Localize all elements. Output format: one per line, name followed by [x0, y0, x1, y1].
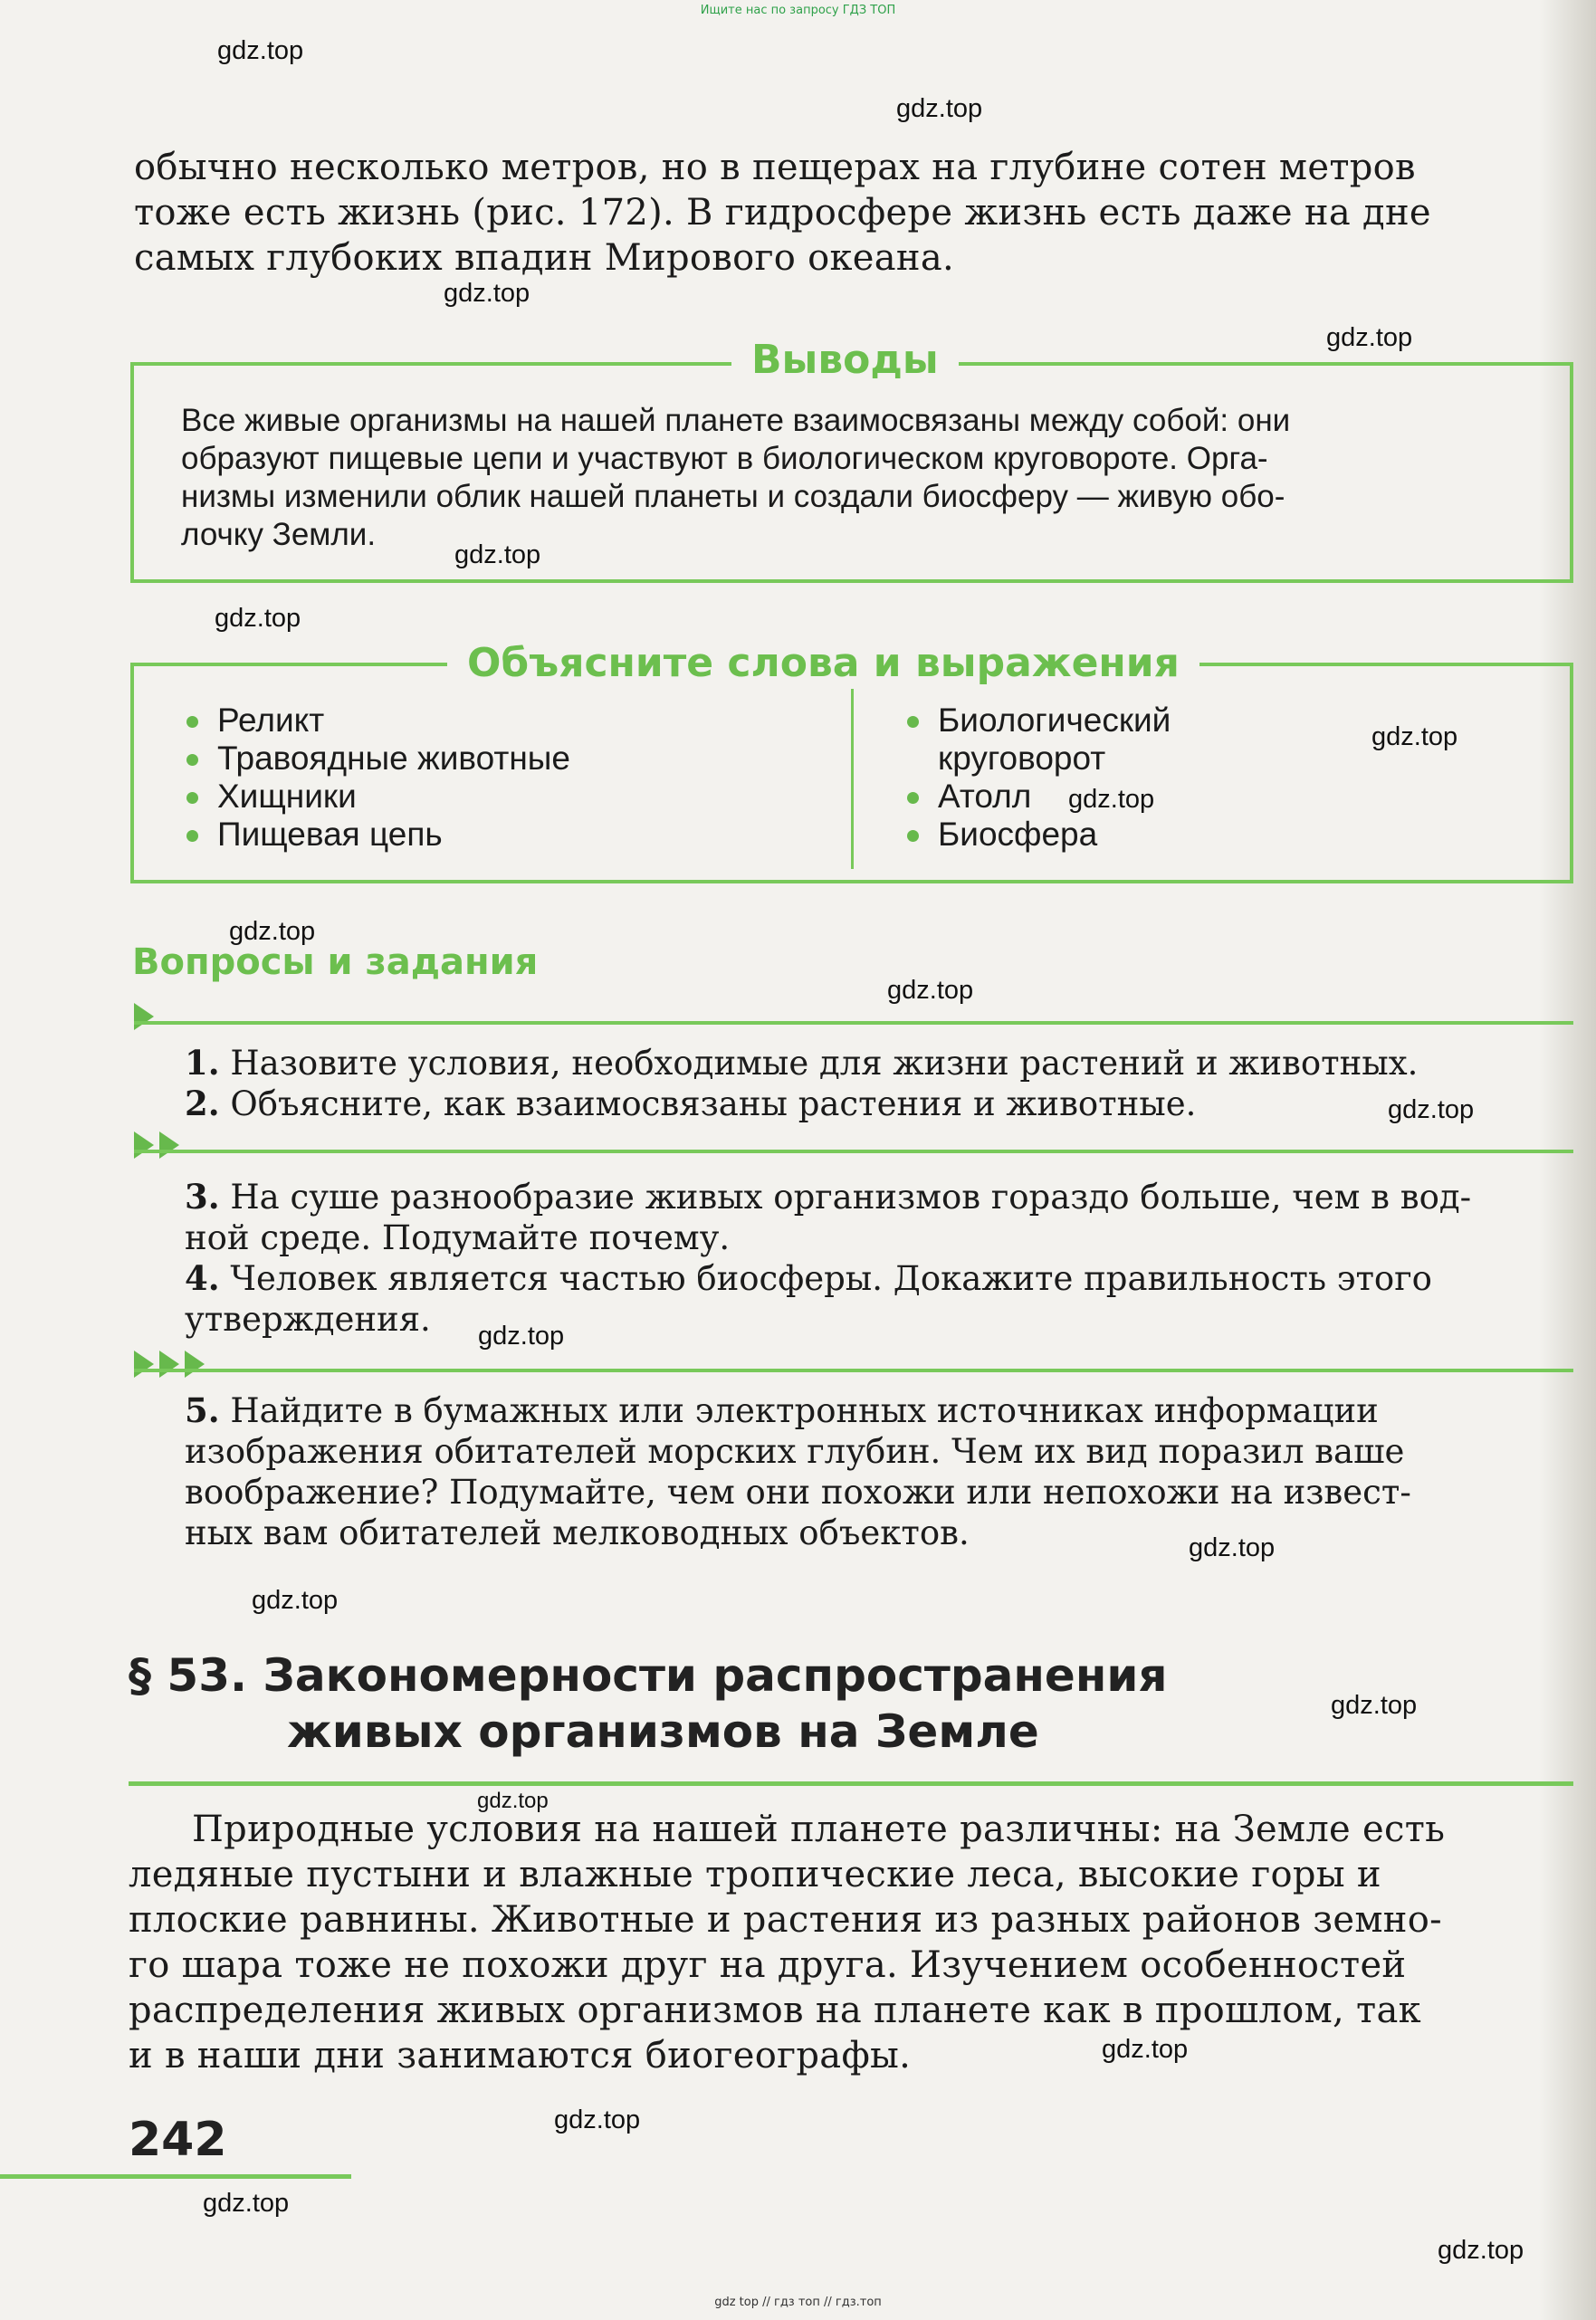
body-line: плоские равнины. Животные и растения из разных районов земно- — [129, 1899, 1442, 1941]
body-paragraph — [129, 1807, 1577, 2078]
level-2-marker-icon — [134, 1131, 154, 1159]
intro-paragraph — [134, 145, 1573, 281]
glossary-term: Хищники — [181, 778, 815, 816]
question-continuation: изображения обитателей морских глубин. Чем их вид поразил ваше — [185, 1432, 1405, 1471]
watermark: gdz.top — [229, 917, 316, 946]
level-1-rule — [134, 1021, 1573, 1025]
conclusions-text — [181, 402, 1539, 554]
level-2-questions — [185, 1177, 1579, 1340]
question-text: Объясните, как взаимосвязаны растения и животные. — [230, 1084, 1197, 1123]
watermark: gdz.top — [478, 1322, 565, 1351]
glossary-term: Реликт — [181, 702, 815, 740]
question-item — [185, 1177, 1579, 1217]
body-line: Природные условия на нашей планете различны: на Земле есть — [192, 1809, 1446, 1850]
section-heading-line: § 53. Закономерности распространения — [129, 1649, 1168, 1702]
watermark: gdz.top — [444, 279, 530, 308]
question-number: 3. — [185, 1177, 220, 1217]
conclusions-line: лочку Земли. — [181, 517, 377, 552]
glossary-term: Биосфера — [902, 816, 1535, 854]
question-number: 2. — [185, 1084, 220, 1123]
level-2-rule — [134, 1150, 1573, 1153]
glossary-term: Пищевая цепь — [181, 816, 815, 854]
level-3-marker-icon — [134, 1351, 154, 1378]
question-item — [185, 1084, 1579, 1124]
question-text: Найдите в бумажных или электронных источниках информации — [230, 1391, 1379, 1430]
level-1-marker-icon — [134, 1003, 154, 1030]
conclusions-line: низмы изменили облик нашей планеты и создали биосферу — живую обо- — [181, 479, 1285, 514]
question-continuation: ных вам обитателей мелководных объектов. — [185, 1513, 970, 1552]
watermark: gdz.top — [1438, 2236, 1524, 2265]
glossary-term: Атолл — [902, 778, 1535, 816]
glossary-divider — [851, 688, 854, 869]
watermark: gdz.top — [1326, 323, 1413, 352]
watermark: gdz.top — [203, 2189, 290, 2218]
watermark: gdz.top — [887, 976, 974, 1005]
level-3-marker-icon — [159, 1351, 179, 1378]
level-3-rule — [134, 1369, 1573, 1372]
glossary-term: Травоядные животные — [181, 740, 815, 778]
question-text: Человек является частью биосферы. Докажите правильность этого — [230, 1259, 1432, 1298]
intro-line: самых глубоких впадин Мирового океана. — [134, 237, 955, 279]
question-text: На суше разнообразие живых организмов гораздо больше, чем в вод- — [230, 1178, 1472, 1217]
question-continuation: утверждения. — [185, 1300, 431, 1339]
watermark: gdz.top — [1189, 1533, 1276, 1562]
watermark: gdz.top — [477, 1789, 549, 1813]
level-3-marker-icon — [185, 1351, 205, 1378]
glossary-left-list — [181, 702, 815, 854]
watermark: gdz.top — [1068, 785, 1155, 814]
question-continuation: воображение? Подумайте, чем они похожи или непохожи на извест- — [185, 1473, 1411, 1512]
section-heading-line: живых организмов на Земле — [287, 1705, 1039, 1758]
body-line: распределения живых организмов на планете как в прошлом, так — [129, 1990, 1421, 2031]
glossary-term-line: круговорот — [938, 740, 1106, 777]
watermark: gdz.top — [554, 2105, 641, 2134]
conclusions-title: Выводы — [731, 335, 959, 386]
level-3-questions — [185, 1390, 1579, 1553]
watermark: gdz.top — [217, 36, 304, 65]
watermark: gdz.top — [1388, 1095, 1475, 1124]
question-number: 1. — [185, 1043, 220, 1083]
watermark: gdz.top — [896, 94, 983, 123]
glossary-term-line: Биологический — [938, 702, 1171, 739]
page-number-rule — [0, 2174, 351, 2179]
watermark: gdz.top — [1371, 722, 1458, 751]
footer-note: gdz top // гдз топ // гдз.топ — [714, 2296, 882, 2309]
watermark: gdz.top — [1102, 2035, 1189, 2064]
page-number: 242 — [129, 2113, 227, 2167]
section-heading — [129, 1647, 1541, 1760]
glossary-title: Объясните слова и выражения — [447, 638, 1199, 689]
intro-line: обычно несколько метров, но в пещерах на глубине сотен метров — [134, 147, 1416, 188]
watermark: gdz.top — [252, 1586, 339, 1615]
conclusions-line: образуют пищевые цепи и участвуют в биологическом круговороте. Орга- — [181, 441, 1268, 476]
intro-line: тоже есть жизнь (рис. 172). В гидросфере жизнь есть даже на дне — [134, 192, 1431, 234]
conclusions-line: Все живые организмы на нашей планете взаимосвязаны между собой: они — [181, 403, 1291, 438]
question-item — [185, 1390, 1579, 1431]
section-rule — [129, 1781, 1573, 1786]
question-item — [185, 1258, 1579, 1299]
body-line: и в наши дни занимаются биогеографы. — [129, 2035, 912, 2077]
level-1-questions — [185, 1043, 1579, 1124]
body-line: ледяные пустыни и влажные тропические леса, высокие горы и — [129, 1854, 1381, 1895]
questions-title: Вопросы и задания — [132, 941, 539, 983]
watermark: gdz.top — [454, 540, 541, 569]
question-continuation: ной среде. Подумайте почему. — [185, 1218, 731, 1257]
watermark: gdz.top — [1331, 1691, 1418, 1720]
question-item — [185, 1043, 1579, 1084]
question-number: 4. — [185, 1258, 220, 1298]
question-number: 5. — [185, 1390, 220, 1430]
level-2-marker-icon — [159, 1131, 179, 1159]
header-note: Ищите нас по запросу ГДЗ ТОП — [700, 4, 896, 17]
body-line: го шара тоже не похожи друг на друга. Изучением особенностей — [129, 1944, 1407, 1986]
question-text: Назовите условия, необходимые для жизни растений и животных. — [230, 1044, 1419, 1083]
watermark: gdz.top — [215, 604, 301, 633]
